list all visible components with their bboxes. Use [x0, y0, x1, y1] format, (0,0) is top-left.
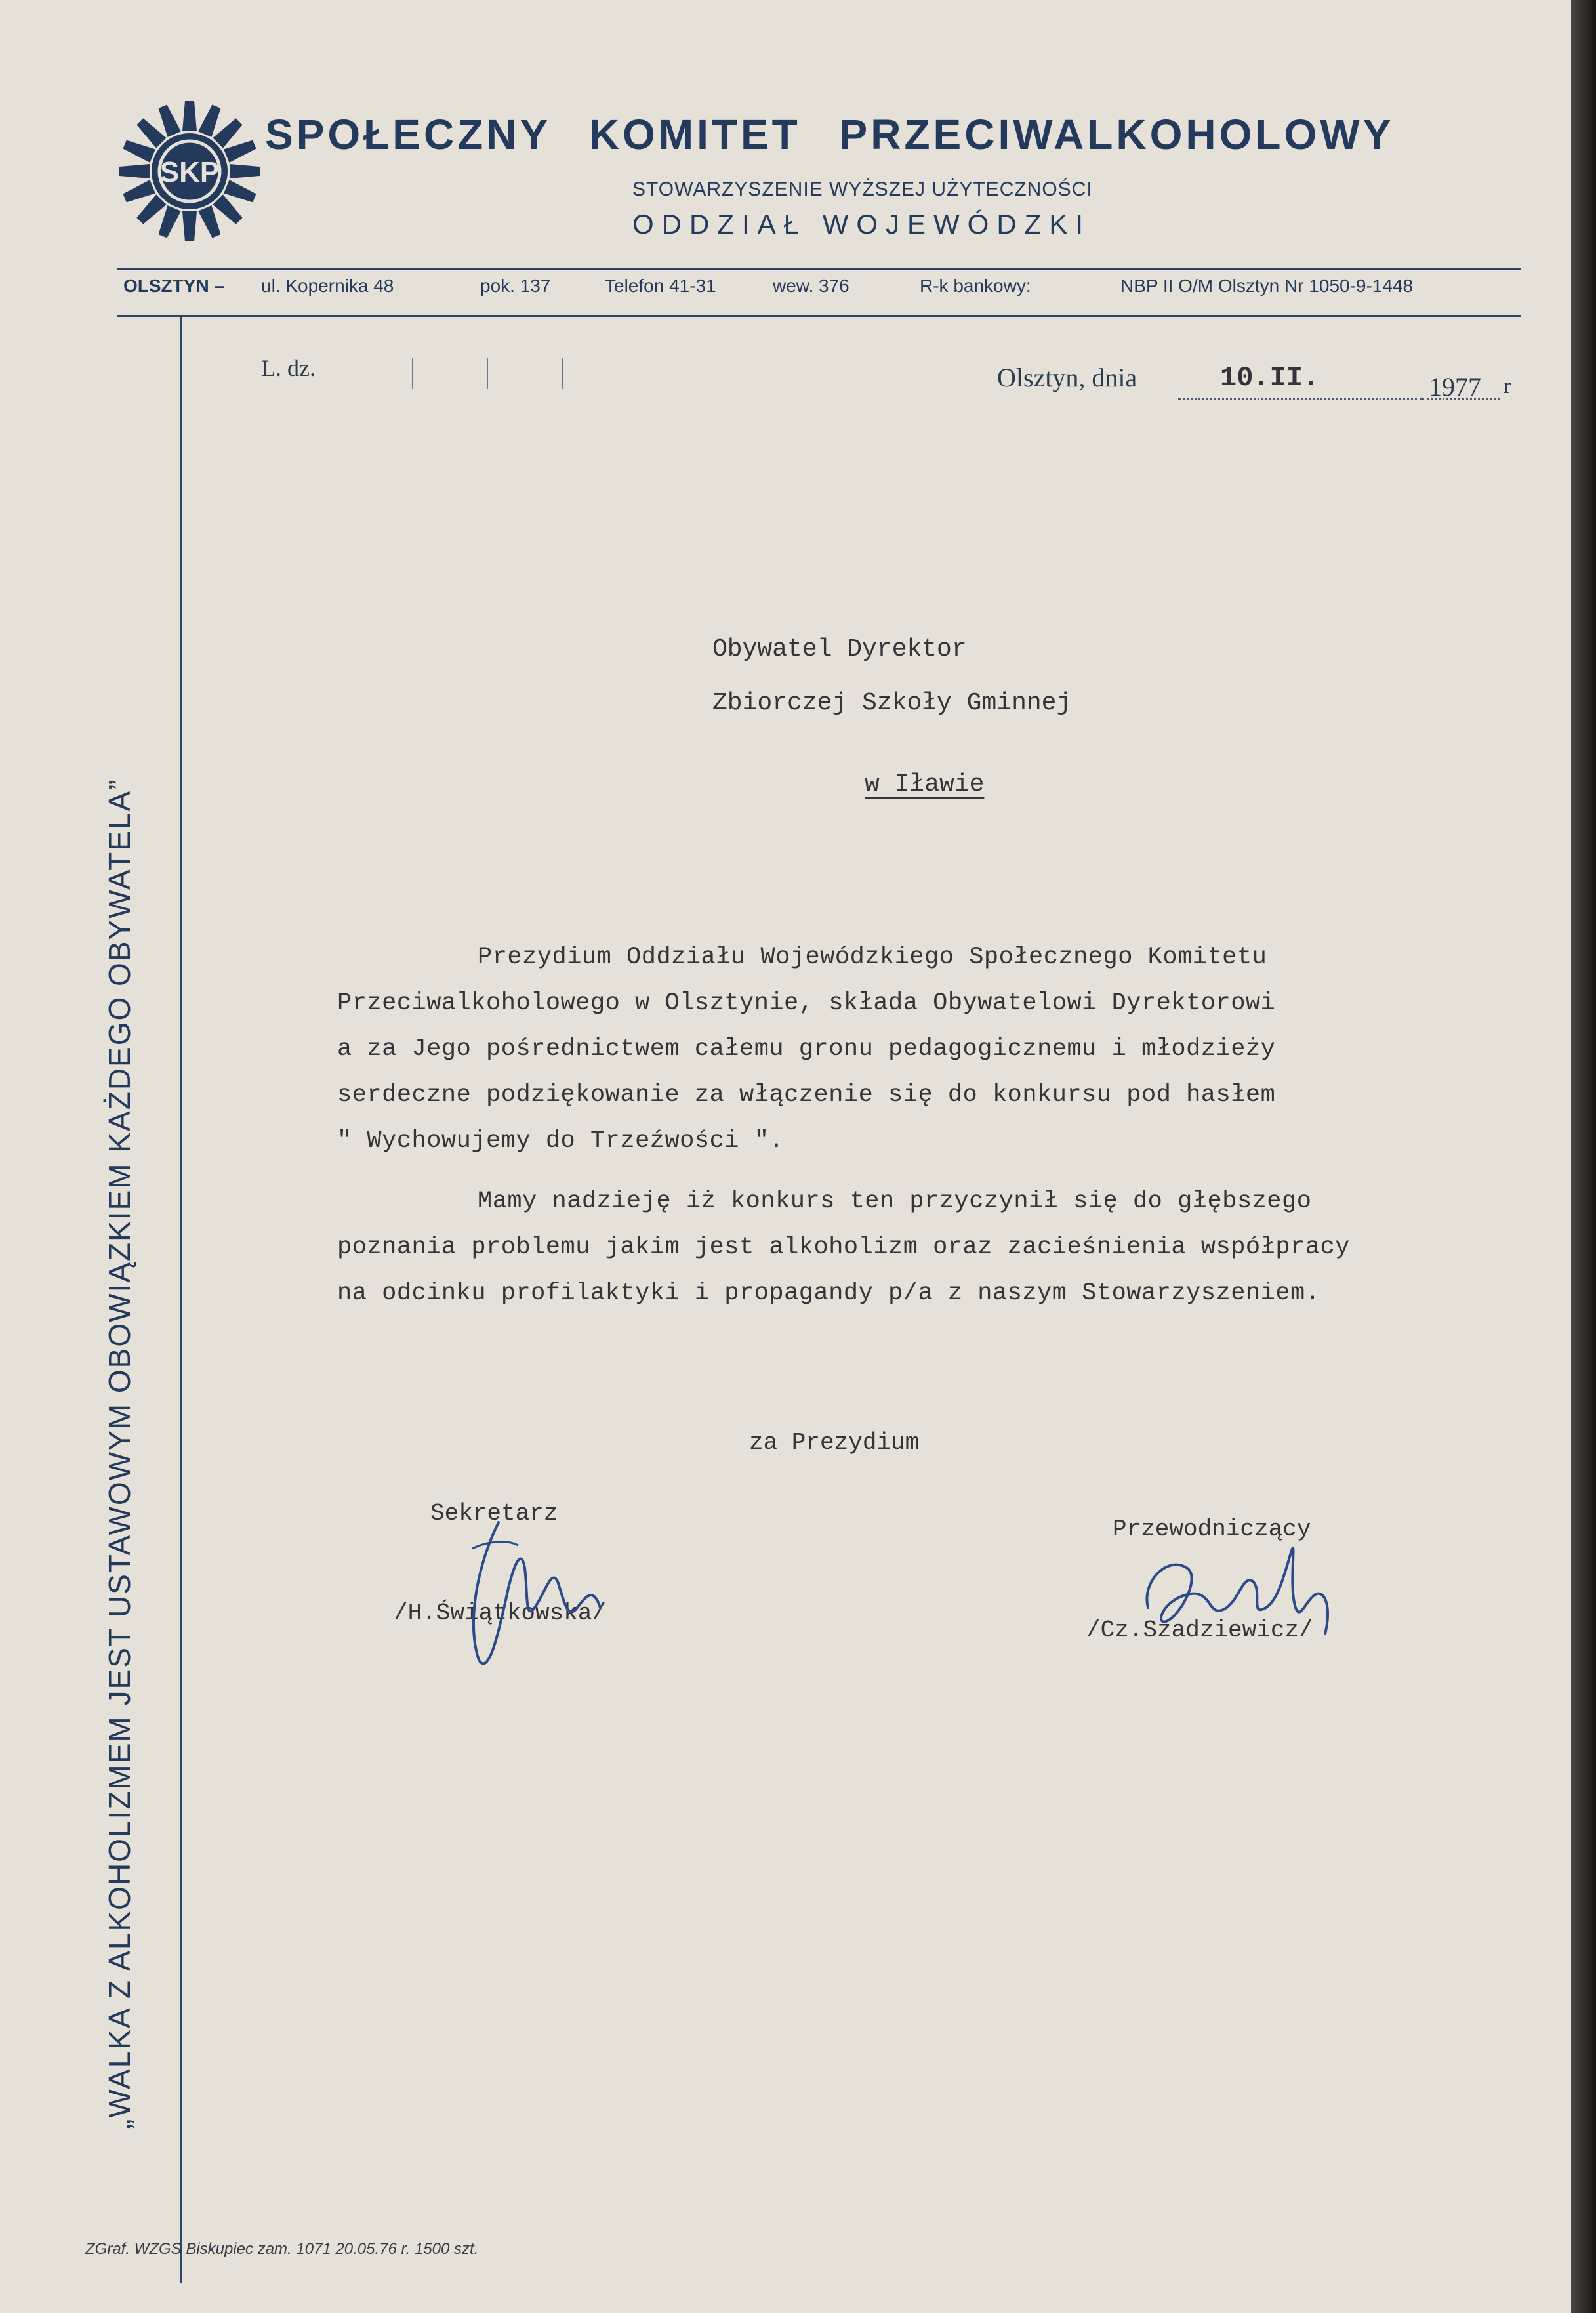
body-line: Przeciwalkoholowego w Olsztynie, składa Obywatelowi Dyrektorowi	[337, 990, 1276, 1017]
organization-branch: ODDZIAŁ WOJEWÓDZKI	[632, 209, 1091, 240]
contact-street: ul. Kopernika 48	[261, 276, 394, 296]
date-dotted-line	[1178, 398, 1422, 400]
body-line: Prezydium Oddziału Wojewódzkiego Społecznego Komitetu	[478, 944, 1267, 971]
contact-phone: Telefon 41-31	[605, 276, 716, 296]
recipient-line-1: Obywatel Dyrektor	[712, 635, 967, 663]
ldz-separator	[562, 358, 563, 389]
contact-city: OLSZTYN –	[123, 276, 225, 296]
contact-extension: wew. 376	[773, 276, 849, 296]
header-rule-bottom	[117, 315, 1521, 317]
organization-name: SPOŁECZNY KOMITET PRZECIWALKOHOLOWY	[265, 111, 1395, 158]
body-line: Mamy nadzieję iż konkurs ten przyczynił się do głębszego	[478, 1188, 1312, 1215]
recipient-line-2: Zbiorczej Szkoły Gminnej	[712, 689, 1072, 717]
year-suffix: r	[1504, 374, 1511, 398]
body-line: " Wychowujemy do Trzeźwości ".	[337, 1127, 785, 1155]
typed-date: 10.II.	[1220, 362, 1320, 394]
body-line: na odcinku profilaktyki i propagandy p/a z naszym Stowarzyszeniem.	[337, 1280, 1320, 1307]
margin-rule	[180, 315, 182, 2283]
scan-edge	[1571, 0, 1596, 2313]
secretary-signature-icon	[453, 1509, 623, 1680]
skp-logo-icon	[117, 98, 262, 244]
chair-name: /Cz.Szadziewicz/	[1086, 1617, 1313, 1644]
secretary-name: /H.Świątkowska/	[394, 1600, 607, 1627]
contact-room: pok. 137	[480, 276, 551, 296]
chair-title: Przewodniczący	[1113, 1516, 1311, 1543]
contact-bank-label: R-k bankowy:	[920, 276, 1031, 296]
recipient-line-3: w Iławie	[865, 770, 985, 799]
ldz-separator	[412, 358, 413, 389]
print-imprint: ZGraf. WZGS Biskupiec zam. 1071 20.05.76 r. 1500 szt.	[85, 2240, 479, 2258]
ldz-label: L. dz.	[261, 355, 316, 381]
vertical-slogan: „WALKA Z ALKOHOLIZMEM JEST USTAWOWYM OBOWIĄZKIEM KAŻDEGO OBYWATELA”	[102, 778, 136, 2129]
place-label: Olsztyn, dnia	[997, 363, 1137, 392]
year: 1977	[1429, 372, 1481, 402]
body-line: poznania problemu jakim jest alkoholizm oraz zacieśnienia współpracy	[337, 1234, 1350, 1261]
on-behalf-label: za Prezydium	[749, 1429, 920, 1456]
chair-signature-icon	[1128, 1529, 1351, 1660]
secretary-title: Sekretarz	[430, 1500, 558, 1527]
logo-monogram: SKP	[159, 156, 220, 188]
body-line: a za Jego pośrednictwem całemu gronu pedagogicznemu i młodzieży	[337, 1035, 1276, 1063]
body-line: serdeczne podziękowanie za włączenie się do konkursu pod hasłem	[337, 1081, 1276, 1109]
organization-subtitle: STOWARZYSZENIE WYŻSZEJ UŻYTECZNOŚCI	[632, 178, 1093, 200]
ldz-separator	[487, 358, 488, 389]
header-rule-top	[117, 268, 1521, 270]
contact-bank-account: NBP II O/M Olsztyn Nr 1050-9-1448	[1120, 276, 1414, 296]
